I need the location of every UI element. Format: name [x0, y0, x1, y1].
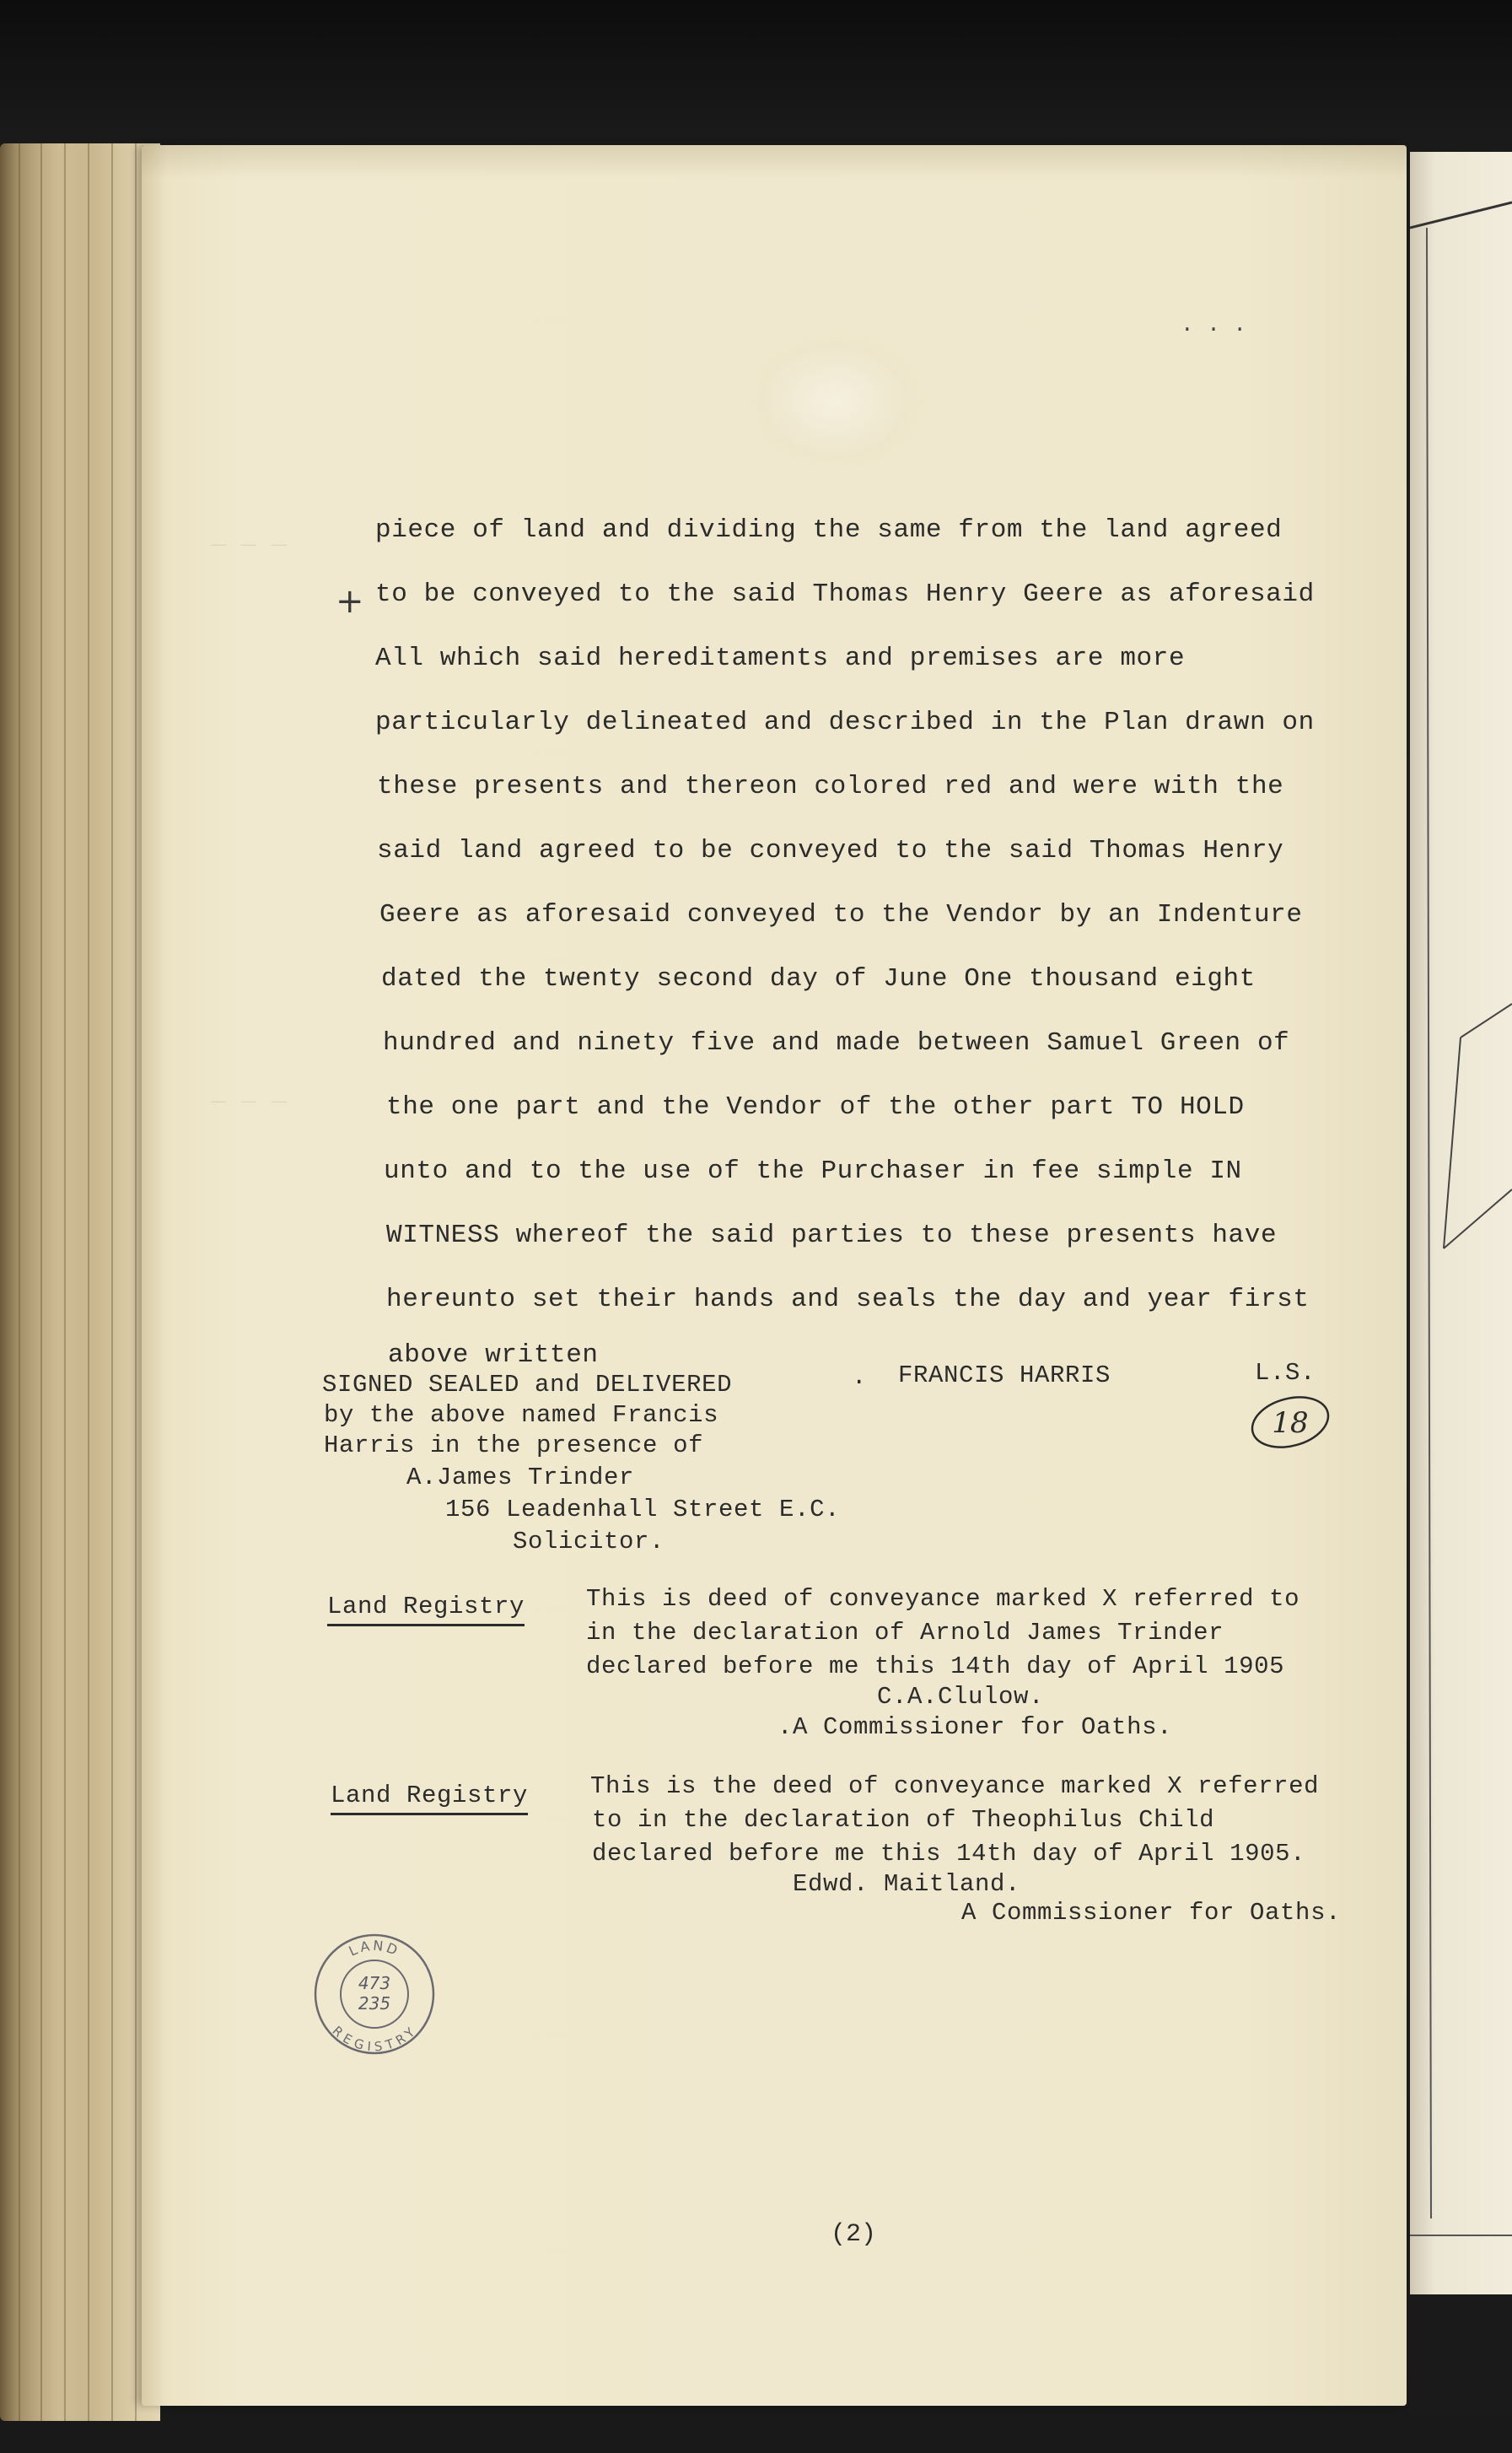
body-line: hundred and ninety five and made between Samuel Green of [383, 1028, 1290, 1058]
page-top-shadow [142, 145, 1407, 179]
body-line: All which said hereditaments and premises are more [375, 644, 1186, 673]
stamp-top-text: LAND [346, 1937, 402, 1960]
registry-note-line: declared before me this 14th day of April 1905. [592, 1840, 1306, 1868]
land-registry-stamp [312, 1932, 437, 2057]
witness-address: 156 Leadenhall Street E.C. [445, 1496, 841, 1523]
registry-note-line: to in the declaration of Theophilus Child [592, 1806, 1215, 1834]
document-page [142, 145, 1407, 2406]
seal-circle-mark [1248, 1392, 1332, 1451]
body-line: said land agreed to be conveyed to the said Thomas Henry [377, 836, 1284, 865]
witness-name: A.James Trinder [406, 1464, 635, 1491]
stamp-inner-bottom: 235 [358, 1993, 391, 2014]
facing-plan-page [1410, 152, 1512, 2294]
embossed-seal [742, 329, 928, 472]
body-line: WITNESS whereof the said parties to these presents have [386, 1221, 1278, 1250]
bleed-through: _ _ _ [211, 1080, 288, 1108]
margin-mark: + [336, 582, 364, 621]
body-line: particularly delineated and described in the Plan drawn on [375, 708, 1315, 737]
body-line: above written [388, 1340, 599, 1370]
registry-note-line: This is the deed of conveyance marked X referred [590, 1772, 1320, 1800]
plan-lines [1410, 152, 1512, 2294]
body-line: piece of land and dividing the same from the land agreed [375, 515, 1283, 545]
registry-note-line: declared before me this 14th day of April 1905 [586, 1652, 1285, 1680]
body-line: unto and to the use of the Purchaser in fee simple IN [384, 1156, 1242, 1186]
stamp-bottom-text: REGISTRY [329, 2023, 420, 2055]
registry-label: Land Registry [331, 1782, 528, 1815]
bleed-through: _ _ _ [211, 523, 288, 552]
registry-note-line: in the declaration of Arnold James Trinder [586, 1619, 1224, 1647]
registry-label: Land Registry [327, 1593, 525, 1626]
svg-text:LAND [347, 1938, 402, 1960]
body-line: to be conveyed to the said Thomas Henry Geere as aforesaid [375, 580, 1315, 609]
body-line: Geere as aforesaid conveyed to the Vendor by an Indenture [379, 900, 1303, 930]
attestation-line: Harris in the presence of [324, 1431, 704, 1459]
attestation-line: SIGNED SEALED and DELIVERED [322, 1371, 733, 1399]
page-number: (2) [831, 2220, 877, 2249]
body-line: hereunto set their hands and seals the day and year first [386, 1285, 1310, 1314]
body-line: the one part and the Vendor of the other part TO HOLD [386, 1092, 1245, 1122]
dot-mark: . [852, 1363, 868, 1391]
commissioner-title: .A Commissioner for Oaths. [778, 1713, 1173, 1741]
witness-title: Solicitor. [513, 1528, 665, 1555]
stamp-inner-top: 473 [358, 1973, 391, 1993]
seal-label: L.S. [1255, 1359, 1316, 1387]
body-line: these presents and thereon colored red and were with the [377, 772, 1284, 801]
body-line: dated the twenty second day of June One thousand eight [381, 964, 1256, 994]
commissioner-name: C.A.Clulow. [877, 1683, 1045, 1711]
commissioner-title: A Commissioner for Oaths. [961, 1899, 1342, 1927]
top-dots: . . . [1181, 312, 1247, 337]
registry-note-line: This is deed of conveyance marked X referred to [586, 1585, 1300, 1613]
commissioner-name: Edwd. Maitland. [793, 1870, 1021, 1898]
signatory-name: FRANCIS HARRIS [898, 1361, 1111, 1389]
attestation-line: by the above named Francis [324, 1401, 719, 1429]
seal-number: 18 [1272, 1406, 1309, 1440]
stacked-page-edges [0, 143, 160, 2421]
